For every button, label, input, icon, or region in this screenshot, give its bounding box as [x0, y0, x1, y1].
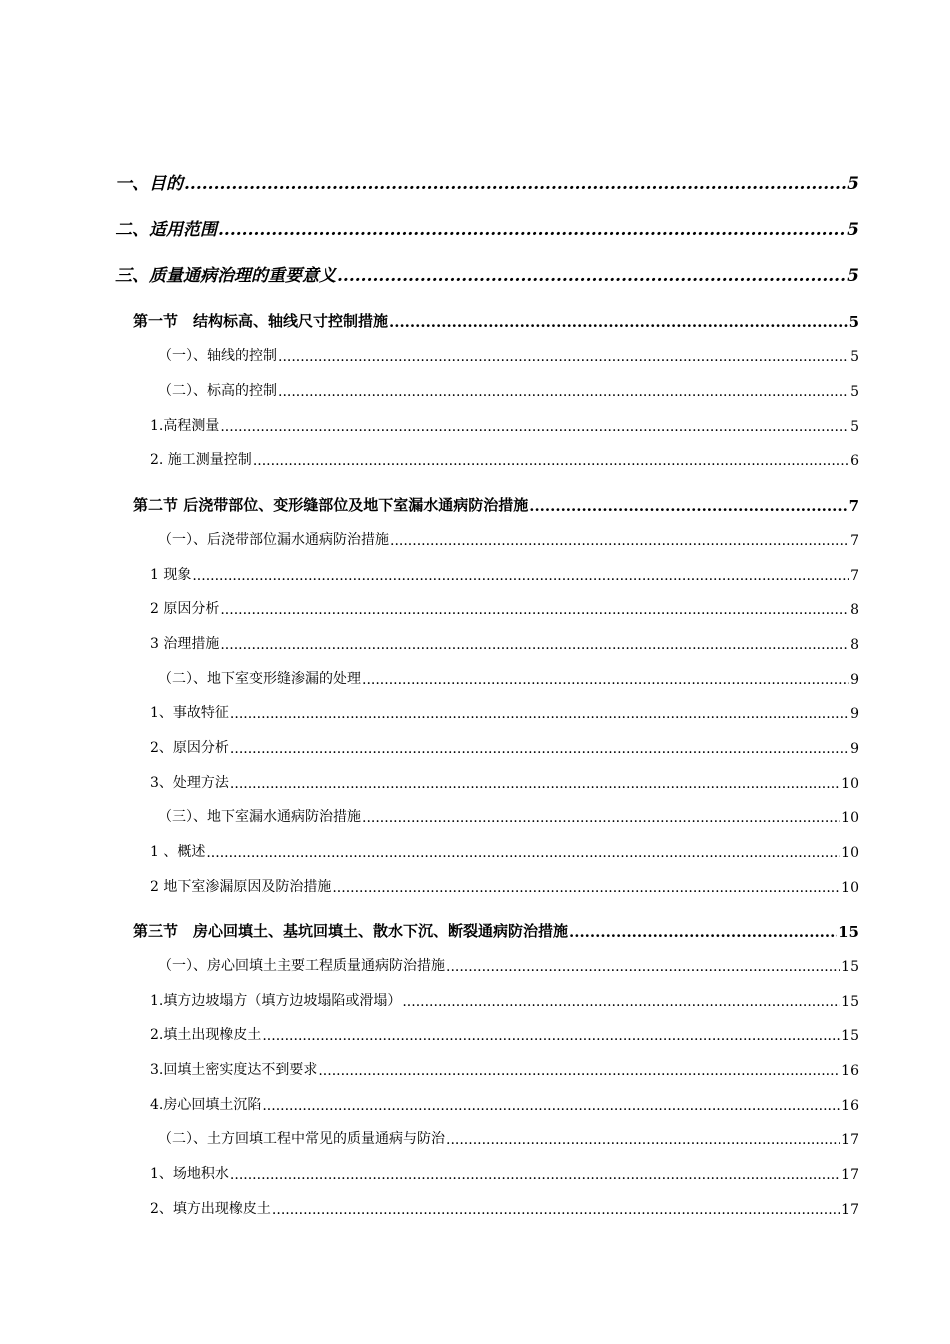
toc-entry[interactable] [158, 530, 859, 549]
toc-leader-dots [318, 1063, 840, 1079]
toc-entry-label: （三）、地下室漏水通病防治措施 [158, 809, 361, 825]
toc-entry[interactable] [150, 773, 859, 792]
toc-entry-label: 3、处理方法 [150, 775, 229, 791]
toc-page-number: 6 [850, 453, 859, 469]
toc-entry-label: （二）、地下室变形缝渗漏的处理 [158, 671, 361, 687]
toc-leader-dots [220, 419, 849, 435]
toc-entry[interactable] [150, 1060, 859, 1079]
toc-entry[interactable] [150, 991, 859, 1010]
toc-entry-label: （一）、轴线的控制 [158, 348, 277, 364]
toc-leader-dots [220, 637, 849, 653]
toc-leader-dots [253, 453, 849, 469]
toc-entry-label: 第三节 房心回填土、基坑回填土、散水下沉、断裂通病防治措施 [133, 922, 569, 940]
toc-leader-dots [332, 880, 840, 896]
toc-leader-dots [278, 384, 849, 400]
toc-entry[interactable] [158, 956, 859, 975]
toc-page-number: 17 [841, 1167, 859, 1183]
toc-entry[interactable] [133, 311, 859, 331]
toc-entry[interactable] [150, 1095, 859, 1114]
toc-entry[interactable] [150, 842, 859, 861]
toc-page-number: 7 [850, 568, 859, 584]
toc-entry-label: 3.回填土密实度达不到要求 [150, 1062, 318, 1078]
toc-entry-label: 2 地下室渗漏原因及防治措施 [150, 879, 332, 895]
toc-page-number: 8 [850, 602, 859, 618]
toc-page-number: 5 [847, 266, 859, 286]
toc-page-number: 16 [841, 1098, 859, 1114]
toc-leader-dots [278, 349, 849, 365]
toc-entry[interactable] [150, 450, 859, 469]
toc-page-number: 10 [841, 880, 859, 896]
toc-entry[interactable] [158, 807, 859, 826]
toc-page-number: 5 [848, 313, 859, 331]
toc-page-number: 17 [841, 1132, 859, 1148]
toc-entry[interactable] [133, 495, 859, 515]
toc-page-number: 5 [850, 384, 859, 400]
toc-entry-label: 2、填方出现橡皮土 [150, 1201, 271, 1217]
toc-entry-label: 3 治理措施 [150, 636, 220, 652]
toc-page-number: 7 [850, 533, 859, 549]
toc-entry-label: 1、场地积水 [150, 1166, 229, 1182]
toc-leader-dots [569, 923, 837, 941]
toc-leader-dots [230, 1167, 840, 1183]
toc-leader-dots [362, 810, 840, 826]
toc-page-number: 5 [847, 174, 859, 194]
toc-entry-label: 第一节 结构标高、轴线尺寸控制措施 [133, 312, 389, 330]
toc-leader-dots [262, 1098, 840, 1114]
toc-entry[interactable] [133, 921, 859, 941]
toc-entry-label: 1、事故特征 [150, 705, 229, 721]
toc-entry[interactable] [150, 1199, 859, 1218]
toc-entry-label: 1.高程测量 [150, 418, 220, 434]
toc-entry[interactable] [115, 172, 859, 194]
toc-entry-label: 2 原因分析 [150, 601, 220, 617]
toc-page-number: 5 [850, 349, 859, 365]
toc-leader-dots [362, 672, 849, 688]
toc-page-number: 10 [841, 845, 859, 861]
toc-entry-label: （二）、土方回填工程中常见的质量通病与防治 [158, 1131, 445, 1147]
toc-entry[interactable] [150, 738, 859, 757]
toc-entry-label: 1 、概述 [150, 844, 206, 860]
toc-leader-dots [389, 313, 848, 331]
toc-entry[interactable] [150, 416, 859, 435]
toc-entry-label: 三、质量通病治理的重要意义 [115, 266, 336, 286]
toc-leader-dots [184, 174, 846, 194]
toc-page-number: 16 [841, 1063, 859, 1079]
toc-entry-label: 1 现象 [150, 567, 192, 583]
toc-leader-dots [218, 220, 846, 240]
toc-leader-dots [337, 266, 846, 286]
toc-page-number: 9 [850, 706, 859, 722]
toc-page-number: 10 [841, 810, 859, 826]
toc-entry[interactable] [150, 877, 859, 896]
toc-page-number: 15 [841, 959, 859, 975]
toc-leader-dots [206, 845, 840, 861]
toc-leader-dots [230, 706, 849, 722]
toc-entry[interactable] [115, 264, 859, 286]
toc-entry-label: （一）、房心回填土主要工程质量通病防治措施 [158, 958, 445, 974]
toc-page-number: 8 [850, 637, 859, 653]
toc-entry-label: （一）、后浇带部位漏水通病防治措施 [158, 532, 389, 548]
toc-entry-label: （二）、标高的控制 [158, 383, 277, 399]
toc-leader-dots [192, 568, 849, 584]
toc-leader-dots [230, 741, 849, 757]
toc-entry[interactable] [158, 1129, 859, 1148]
toc-entry[interactable] [150, 634, 859, 653]
toc-leader-dots [272, 1202, 840, 1218]
toc-entry[interactable] [158, 381, 859, 400]
toc-leader-dots [446, 1132, 840, 1148]
toc-leader-dots [446, 959, 840, 975]
toc-entry[interactable] [150, 703, 859, 722]
toc-entry-label: 1.填方边坡塌方（填方边坡塌陷或滑塌） [150, 993, 402, 1009]
toc-leader-dots [402, 994, 840, 1010]
toc-entry[interactable] [158, 669, 859, 688]
toc-entry[interactable] [150, 1025, 859, 1044]
toc-entry[interactable] [150, 1164, 859, 1183]
toc-page-number: 9 [850, 741, 859, 757]
toc-leader-dots [230, 776, 840, 792]
toc-entry[interactable] [158, 346, 859, 365]
toc-leader-dots [262, 1028, 840, 1044]
toc-entry-label: 二、适用范围 [115, 220, 217, 240]
toc-page-number: 17 [841, 1202, 859, 1218]
toc-entry-label: 4.房心回填土沉陷 [150, 1097, 262, 1113]
toc-entry[interactable] [115, 218, 859, 240]
toc-entry-label: 第二节 后浇带部位、变形缝部位及地下室漏水通病防治措施 [133, 496, 529, 514]
toc-entry-label: 一、目的 [115, 174, 183, 194]
toc-page-number: 9 [850, 672, 859, 688]
toc-page-number: 5 [850, 419, 859, 435]
toc-page-number: 7 [848, 497, 859, 515]
toc-leader-dots [220, 602, 849, 618]
toc-page-number: 15 [838, 923, 859, 941]
toc-entry-label: 2、原因分析 [150, 740, 229, 756]
toc-page-number: 10 [841, 776, 859, 792]
toc-leader-dots [390, 533, 849, 549]
toc-page-number: 5 [847, 220, 859, 240]
toc-entry[interactable] [150, 599, 859, 618]
toc-entry[interactable] [150, 565, 859, 584]
toc-page-number: 15 [841, 994, 859, 1010]
toc-leader-dots [529, 497, 847, 515]
toc-page-number: 15 [841, 1028, 859, 1044]
toc-entry-label: 2.填土出现橡皮土 [150, 1027, 262, 1043]
toc-entry-label: 2. 施工测量控制 [150, 452, 252, 468]
